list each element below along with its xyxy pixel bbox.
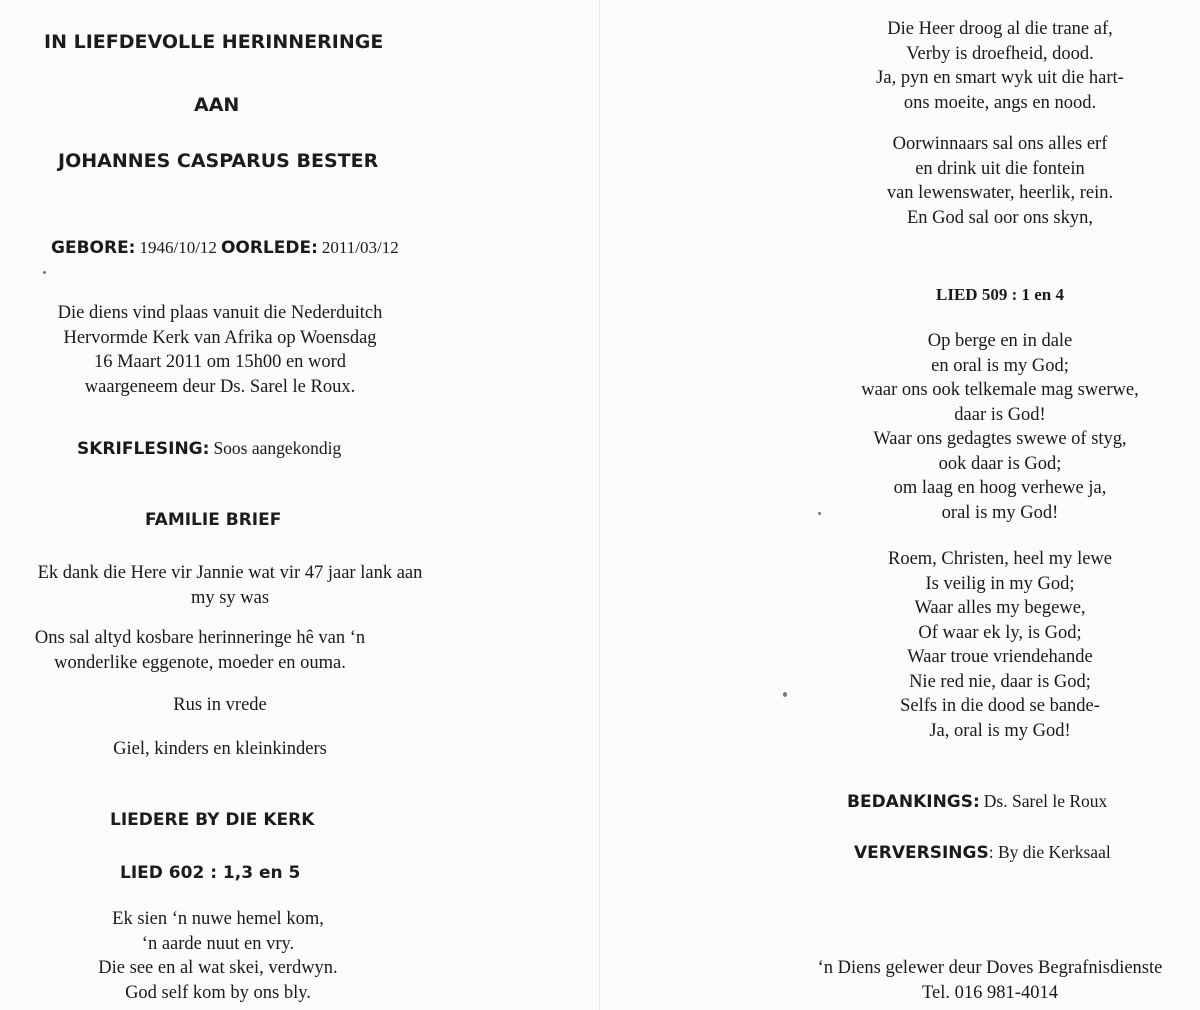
service-line: Die diens vind plaas vanuit die Nederduitch <box>57 303 383 323</box>
rest-in-peace: Rus in vrede <box>173 695 267 715</box>
hymn-602-verse-continued <box>800 17 1200 115</box>
hymn-602-verse-final <box>800 132 1200 230</box>
thanks-value: Ds. Sarel le Roux <box>983 791 1108 811</box>
service-details <box>0 301 440 399</box>
family-letter-paragraph-1 <box>0 561 460 610</box>
verse-line: Selfs in die dood se bande- <box>900 696 1100 716</box>
reading-label: SKRIFLESING: <box>77 439 210 459</box>
service-line: Hervormde Kerk van Afrika op Woensdag <box>63 327 377 348</box>
reading-value: Soos aangekondig <box>213 438 342 458</box>
thanks-line <box>847 791 1107 812</box>
memorial-heading-aan: AAN <box>194 94 240 116</box>
family-letter-heading: FAMILIE BRIEF <box>145 510 282 530</box>
family-line: my sy was <box>190 587 270 608</box>
deceased-name: JOHANNES CASPARUS BESTER <box>58 150 379 172</box>
family-letter-paragraph-2 <box>0 626 400 675</box>
refreshments-line <box>854 842 1111 863</box>
verse-line: waar ons ook telkemale mag swerwe, <box>861 380 1139 400</box>
family-line: wonderlike eggenote, moeder en ouma. <box>54 652 346 673</box>
verse-line: ons moeite, angs en nood. <box>903 92 1097 113</box>
hymn-509-verse-4 <box>800 547 1200 743</box>
family-line: Ons sal altyd kosbare herinneringe hê van ‘n <box>34 628 366 648</box>
paper-speck <box>818 512 821 515</box>
refreshments-label: VERVERSINGS <box>854 843 989 863</box>
family-signoff: Giel, kinders en kleinkinders <box>113 739 327 759</box>
verse-line: Ja, pyn en smart wyk uit die hart- <box>876 68 1124 88</box>
died-label: OORLEDE: <box>220 238 318 258</box>
born-label: GEBORE: <box>51 238 136 258</box>
hymn-602-verse <box>0 907 436 1005</box>
funeral-home-footer <box>780 956 1200 1005</box>
verse-line: daar is God! <box>954 404 1046 425</box>
refreshments-value: : By die Kerksaal <box>988 842 1111 862</box>
thanks-label: BEDANKINGS: <box>847 792 980 812</box>
verse-line: om laag en hoog verhewe ja, <box>893 478 1107 498</box>
verse-line: Die see en al wat skei, verdwyn. <box>98 958 338 978</box>
verse-line: Waar troue vriendehande <box>907 647 1093 667</box>
hymn-509-heading: LIED 509 : 1 en 4 <box>936 285 1064 304</box>
reading-line <box>77 438 341 459</box>
verse-line: Oorwinnaars sal ons alles erf <box>892 134 1108 154</box>
verse-line: Ja, oral is my God! <box>929 720 1071 741</box>
verse-line: God self kom by ons bly. <box>125 982 311 1003</box>
verse-line: en drink uit die fontein <box>915 158 1085 179</box>
family-line: Ek dank die Here vir Jannie wat vir 47 jaar lank aan <box>37 563 423 583</box>
dates-line <box>51 238 399 258</box>
died-date: 2011/03/12 <box>321 238 399 257</box>
footer-line: ‘n Diens gelewer deur Doves Begrafnisdienste <box>817 958 1163 978</box>
service-line: waargeneem deur Ds. Sarel le Roux. <box>84 376 356 397</box>
verse-line: Die Heer droog al die trane af, <box>887 19 1113 39</box>
paper-speck <box>43 271 46 274</box>
verse-line: ook daar is God; <box>938 453 1062 474</box>
hymns-heading: LIEDERE BY DIE KERK <box>110 810 315 830</box>
verse-line: Ek sien ‘n nuwe hemel kom, <box>112 909 324 929</box>
verse-line: Nie red nie, daar is God; <box>909 671 1091 692</box>
verse-line: Verby is droefheid, dood. <box>906 43 1094 64</box>
verse-line: en oral is my God; <box>931 355 1069 376</box>
verse-line: En God sal oor ons skyn, <box>906 207 1094 228</box>
right-panel <box>600 0 1200 1010</box>
verse-line: Waar ons gedagtes swewe of styg, <box>873 429 1127 449</box>
hymn-509-verse-1 <box>800 329 1200 525</box>
verse-line: Roem, Christen, heel my lewe <box>887 549 1112 569</box>
verse-line: Is veilig in my God; <box>925 573 1075 594</box>
verse-line: Of waar ek ly, is God; <box>918 622 1082 643</box>
verse-line: Op berge en in dale <box>927 331 1073 351</box>
verse-line: van lewenswater, heerlik, rein. <box>886 183 1114 203</box>
hymn-602-heading: LIED 602 : 1,3 en 5 <box>120 863 301 883</box>
service-line: 16 Maart 2011 om 15h00 en word <box>93 352 347 372</box>
memorial-heading: IN LIEFDEVOLLE HERINNERINGE <box>44 31 384 53</box>
verse-line: oral is my God! <box>941 502 1059 523</box>
paper-speck <box>783 692 787 697</box>
verse-line: ‘n aarde nuut en vry. <box>141 933 295 954</box>
footer-line: Tel. 016 981-4014 <box>922 982 1058 1003</box>
verse-line: Waar alles my begewe, <box>914 598 1086 618</box>
born-date: 1946/10/12 <box>139 238 217 257</box>
